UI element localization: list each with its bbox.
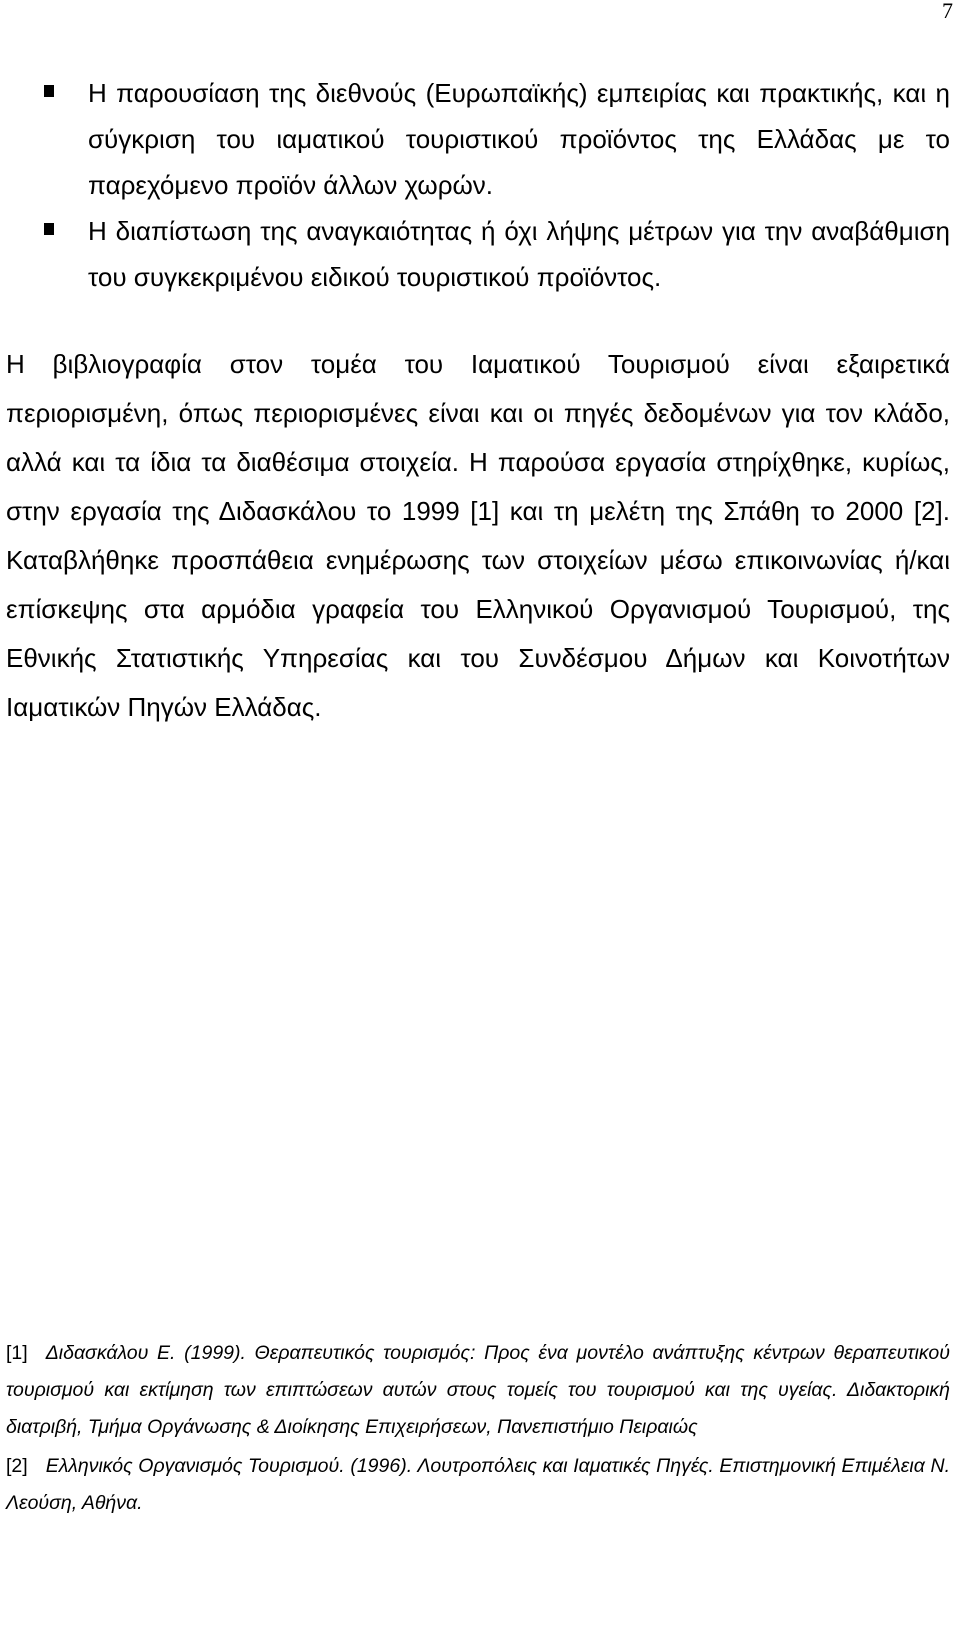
footnote [6, 1448, 950, 1522]
body-paragraph: Η βιβλιογραφία στον τομέα του Ιαματικού Τουρισμού είναι εξαιρετικά περιορισμένη, όπως περιορισμένες είναι και οι πηγές δεδομένων για τον κλάδο, αλλά και τα ίδια τα διαθέσιμα στοιχεία. Η παρούσα εργασία στηρίχθηκε, κυρίως, στην εργασία της Διδασκάλου το 1999 [1] και τη μελέτη της Σπάθη το 2000 [2]. Καταβλήθηκε προσπάθεια ενημέρωσης των στοιχείων μέσω επικοινωνίας ή/και επίσκεψης στα αρμόδια γραφεία του Ελληνικού Οργανισμού Τουρισμού, της Εθνικής Στατιστικής Υπηρεσίας και του Συνδέσμου Δήμων και Κοινοτήτων Ιαματικών Πηγών Ελλάδας. [6, 349, 950, 722]
bullet-text: Η διαπίστωση της αναγκαιότητας ή όχι λήψης μέτρων για την αναβάθμιση του συγκεκριμένου ειδικού τουριστικού προϊόντος. [88, 216, 950, 292]
footnote [6, 1335, 950, 1446]
page-number: 7 [942, 0, 953, 23]
footnote-marker: [2] [6, 1455, 28, 1477]
square-bullet-icon [44, 85, 54, 97]
bullet-item [44, 208, 950, 300]
footnotes [6, 1335, 950, 1522]
footnote-marker: [1] [6, 1342, 28, 1364]
footnote-text: Διδασκάλου Ε. (1999). Θεραπευτικός τουρισμός: Προς ένα μοντέλο ανάπτυξης κέντρων θεραπευτικού τουρισμού και εκτίμηση των επιπτώσεων αυτών στους τομείς του τουρισμού και της υγείας. Διδακτορική διατριβή, Τμήμα Οργάνωσης & Διοίκησης Επιχειρήσεων, Πανεπιστήμιο Πειραιώς [6, 1342, 950, 1438]
footnote-text: Ελληνικός Οργανισμός Τουρισμού. (1996). Λουτροπόλεις και Ιαματικές Πηγές. Επιστημονική Επιμέλεια Ν. Λεούση, Αθήνα. [6, 1455, 950, 1514]
bullet-item [44, 70, 950, 208]
bullet-text: Η παρουσίαση της διεθνούς (Ευρωπαϊκής) εμπειρίας και πρακτικής, και η σύγκριση του ιαματικού τουριστικού προϊόντος της Ελλάδας με το παρεχόμενο προϊόν άλλων χωρών. [88, 78, 950, 200]
bullet-list [44, 70, 950, 300]
square-bullet-icon [44, 223, 54, 235]
